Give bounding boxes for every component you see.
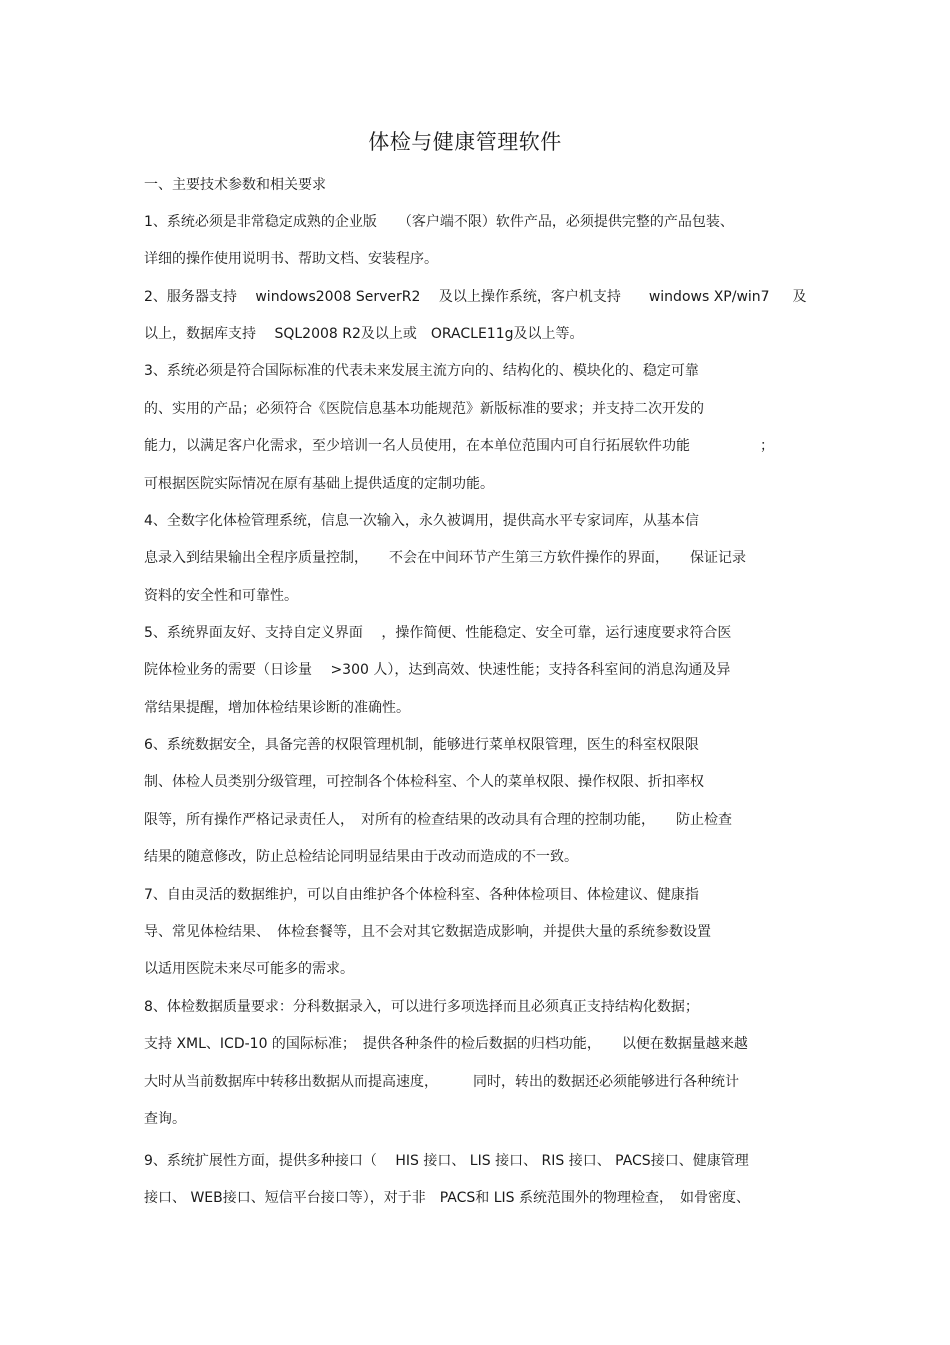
- body-line: 息录入到结果输出全程序质量控制， 不会在中间环节产生第三方软件操作的界面， 保证记录: [144, 550, 746, 566]
- body-line: 的、实用的产品；必须符合《医院信息基本功能规范》新版标准的要求；并支持二次开发的: [144, 401, 704, 417]
- body-line: 可根据医院实际情况在原有基础上提供适度的定制功能。: [144, 476, 494, 492]
- body-line: 7、自由灵活的数据维护，可以自由维护各个体检科室、各种体检项目、体检建议、健康指: [144, 887, 699, 903]
- body-line: 2、服务器支持 windows2008 ServerR2 及以上操作系统，客户机支持 windows XP/win7 及: [144, 289, 807, 305]
- body-line: 接口、 WEB接口、短信平台接口等），对于非 PACS和 LIS 系统范围外的物理检查， 如骨密度、: [144, 1190, 750, 1206]
- body-line: 1、系统必须是非常稳定成熟的企业版 （客户端不限）软件产品，必须提供完整的产品包装、: [144, 214, 734, 230]
- document-title: 体检与健康管理软件: [368, 130, 562, 154]
- section-heading: 一、主要技术参数和相关要求: [144, 177, 326, 193]
- body-line: 支持 XML、ICD-10 的国际标准； 提供各种条件的检后数据的归档功能， 以便在数据量越来越: [144, 1036, 748, 1052]
- body-line: 3、系统必须是符合国际标准的代表未来发展主流方向的、结构化的、模块化的、稳定可靠: [144, 363, 699, 379]
- body-line: 制、体检人员类别分级管理，可控制各个体检科室、个人的菜单权限、操作权限、折扣率权: [144, 774, 704, 790]
- body-line: 9、系统扩展性方面，提供多种接口（ HIS 接口、 LIS 接口、 RIS 接口、 PACS接口、健康管理: [144, 1153, 749, 1169]
- body-line: 4、全数字化体检管理系统，信息一次输入，永久被调用，提供高水平专家词库，从基本信: [144, 513, 699, 529]
- body-line: 限等，所有操作严格记录责任人， 对所有的检查结果的改动具有合理的控制功能， 防止检查: [144, 812, 732, 828]
- body-line: 能力，以满足客户化需求，至少培训一名人员使用，在本单位范围内可自行拓展软件功能 ；: [144, 438, 774, 454]
- body-line: 以上，数据库支持 SQL2008 R2及以上或 ORACLE11g及以上等。: [144, 326, 584, 342]
- body-line: 院体检业务的需要（日诊量 >300 人），达到高效、快速性能；支持各科室间的消息沟通及异: [144, 662, 731, 678]
- body-line: 8、体检数据质量要求：分科数据录入，可以进行多项选择而且必须真正支持结构化数据；: [144, 999, 699, 1015]
- body-line: 6、系统数据安全，具备完善的权限管理机制，能够进行菜单权限管理，医生的科室权限限: [144, 737, 699, 753]
- body-line: 以适用医院未来尽可能多的需求。: [144, 961, 354, 977]
- body-line: 导、常见体检结果、 体检套餐等，且不会对其它数据造成影响，并提供大量的系统参数设置: [144, 924, 711, 940]
- body-line: 常结果提醒，增加体检结果诊断的准确性。: [144, 700, 410, 716]
- body-line: 资料的安全性和可靠性。: [144, 588, 298, 604]
- body-line: 大时从当前数据库中转移出数据从而提高速度， 同时，转出的数据还必须能够进行各种统计: [144, 1074, 739, 1090]
- body-line: 5、系统界面友好、支持自定义界面 ，操作简便、性能稳定、安全可靠，运行速度要求符合医: [144, 625, 732, 641]
- body-line: 结果的随意修改，防止总检结论同明显结果由于改动而造成的不一致。: [144, 849, 578, 865]
- body-line: 查询。: [144, 1111, 186, 1127]
- body-line: 详细的操作使用说明书、帮助文档、安装程序。: [144, 251, 438, 267]
